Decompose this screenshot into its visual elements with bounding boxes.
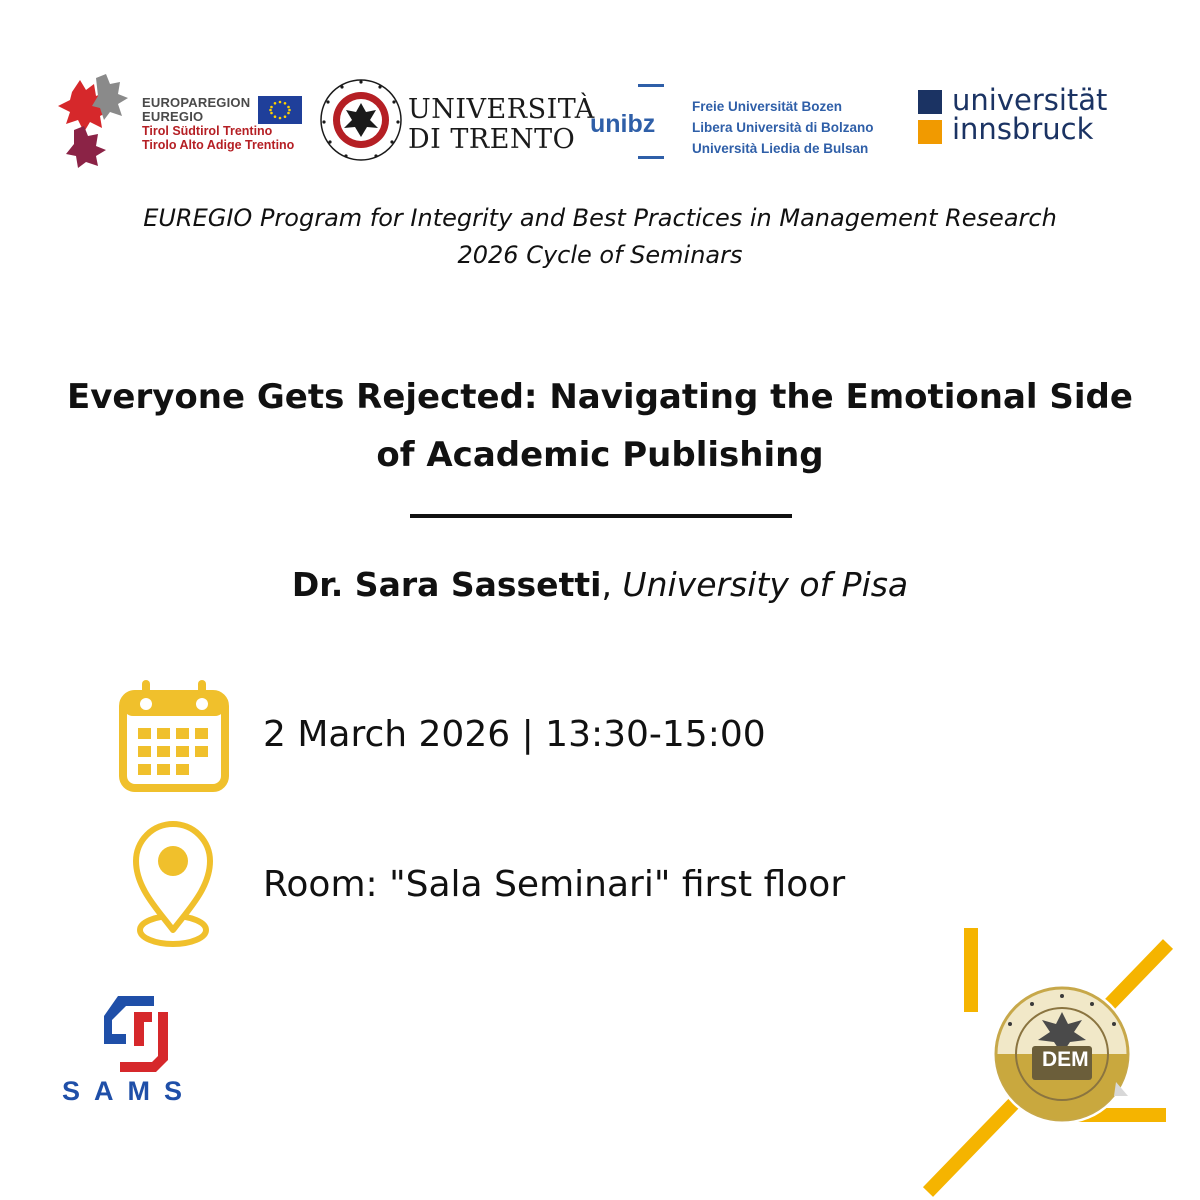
euregio-line-1: EUROPAREGION — [142, 95, 251, 110]
innsbruck-line-1: universität — [952, 83, 1108, 117]
trento-wordmark — [408, 95, 595, 155]
program-line-1: EUREGIO Program for Integrity and Best Practices in Management Research — [143, 204, 1057, 232]
unibz-line-2: Libera Università di Bolzano — [692, 120, 874, 135]
unibz-wordmark: unibz — [590, 110, 656, 138]
unibz-names — [692, 96, 874, 159]
innsbruck-logo — [918, 82, 1138, 152]
sams-logo — [58, 990, 230, 1110]
eu-flag-icon — [258, 96, 302, 124]
program-heading — [0, 200, 1200, 274]
dem-label: DEM — [1042, 1048, 1089, 1071]
innsbruck-wordmark — [952, 83, 1108, 146]
speaker-affiliation: University of Pisa — [622, 565, 909, 604]
seminar-title-line-1: Everyone Gets Rejected: Navigating the Emotional Side — [67, 377, 1133, 417]
program-line-2: 2026 Cycle of Seminars — [457, 241, 743, 269]
location-pin-icon — [130, 818, 216, 950]
calendar-icon — [118, 678, 230, 794]
trento-line-1: UNIVERSITÀ — [408, 94, 595, 125]
innsbruck-square-orange — [918, 120, 942, 144]
unibz-line-3: Università Liedia de Bulsan — [692, 141, 869, 156]
euregio-logo — [50, 70, 310, 170]
unibz-bar-bottom — [638, 156, 664, 159]
euregio-eagle-icon — [50, 70, 145, 170]
sams-mark-icon — [58, 990, 230, 1076]
sams-wordmark: SAMS — [62, 1076, 197, 1106]
header-logos — [0, 60, 1200, 170]
unibz-line-1: Freie Universität Bozen — [692, 99, 843, 114]
event-date-time: 2 March 2026 | 13:30-15:00 — [263, 714, 766, 755]
dem-logo — [920, 920, 1200, 1200]
trento-logo — [318, 70, 595, 170]
speaker-separator: , — [601, 565, 623, 604]
trento-line-2: DI TRENTO — [408, 124, 576, 155]
innsbruck-line-2: innsbruck — [952, 112, 1094, 146]
seminar-title-line-2: of Academic Publishing — [376, 435, 824, 475]
innsbruck-square-navy — [918, 90, 942, 114]
euregio-line-4: Tirolo Alto Adige Trentino — [142, 138, 295, 152]
unibz-logo — [590, 70, 905, 170]
unibz-bar-top — [638, 84, 664, 87]
event-room: Room: "Sala Seminari" first floor — [263, 864, 846, 905]
seminar-title — [20, 368, 1180, 484]
speaker-name: Dr. Sara Sassetti — [291, 565, 602, 604]
euregio-line-3: Tirol Südtirol Trentino — [142, 124, 273, 138]
title-divider — [410, 514, 792, 518]
trento-seal-icon — [318, 70, 404, 170]
euregio-line-2: EUREGIO — [142, 109, 204, 124]
speaker-line — [0, 563, 1200, 607]
